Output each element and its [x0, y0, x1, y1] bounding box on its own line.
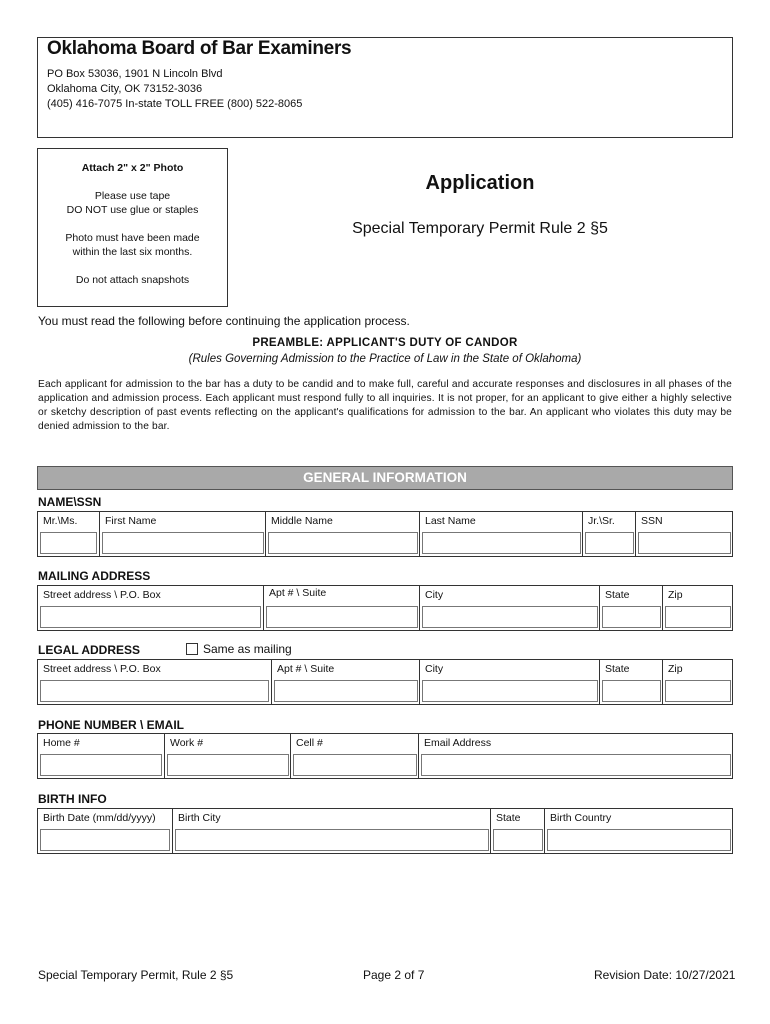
legal-state-input[interactable]: [602, 680, 661, 702]
work-phone-label: Work #: [170, 737, 204, 749]
application-title: Application: [425, 172, 535, 194]
birth-date-label: Birth Date (mm/dd/yyyy): [43, 812, 156, 824]
legal-address-label: LEGAL ADDRESS: [38, 643, 141, 657]
must-read-notice: You must read the following before continuing the application process.: [38, 314, 410, 328]
address-line-1: PO Box 53036, 1901 N Lincoln Blvd: [47, 68, 223, 80]
mailing-zip-input[interactable]: [665, 606, 731, 628]
birth-date-input[interactable]: [40, 829, 170, 851]
prefix-label: Mr.\Ms.: [43, 515, 78, 527]
birth-city-cell: [172, 809, 491, 853]
mailing-city-label: City: [425, 589, 444, 601]
mailing-apt-cell: [263, 586, 420, 630]
same-as-mailing-checkbox[interactable]: [186, 643, 198, 655]
preamble-subheading: (Rules Governing Admission to the Practice of Law in the State of Oklahoma): [188, 353, 582, 365]
mailing-address-row: [37, 585, 733, 631]
legal-address-row: [37, 659, 733, 705]
legal-street-label: Street address \ P.O. Box: [43, 663, 161, 675]
first-name-input[interactable]: [102, 532, 264, 554]
preamble-heading: PREAMBLE: APPLICANT'S DUTY OF CANDOR: [252, 337, 518, 349]
home-phone-cell: [38, 734, 164, 778]
phone-email-row: [37, 733, 733, 779]
mailing-street-cell: [38, 586, 263, 630]
legal-city-input[interactable]: [422, 680, 598, 702]
cell-phone-input[interactable]: [293, 754, 417, 776]
email-input[interactable]: [421, 754, 731, 776]
phone-line: (405) 416-7075 In-state TOLL FREE (800) 522-8065: [47, 98, 303, 110]
same-as-mailing-label: Same as mailing: [203, 642, 292, 656]
ssn-label: SSN: [641, 515, 663, 527]
birth-state-label: State: [496, 812, 521, 824]
candor-paragraph: Each applicant for admission to the bar has a duty to be candid and to make full, careful and accurate responses and disclosures in all phases of the application and admission process. Each applicant must respond fully to all inquiries. It is not proper, for an applicant to give either a highly selective or sketchy description of past events reflecting on the applicant's qualifications for admission to the bar. An applicant who violates this duty may be denied admission to the bar.: [38, 379, 732, 432]
ssn-input[interactable]: [638, 532, 731, 554]
mailing-street-input[interactable]: [40, 606, 261, 628]
photo-title: Attach 2" x 2" Photo: [81, 162, 184, 174]
birth-country-input[interactable]: [547, 829, 731, 851]
cell-phone-label: Cell #: [296, 737, 323, 749]
middle-name-cell: [265, 512, 420, 556]
address-line-2: Oklahoma City, OK 73152-3036: [47, 83, 203, 95]
birth-info-row: [37, 808, 733, 854]
name-ssn-label: NAME\SSN: [38, 495, 102, 509]
work-phone-input[interactable]: [167, 754, 289, 776]
legal-apt-label: Apt # \ Suite: [277, 663, 335, 675]
mailing-city-input[interactable]: [422, 606, 598, 628]
birth-country-label: Birth Country: [550, 812, 612, 824]
photo-instruction-1: Please use tape: [94, 190, 171, 202]
birth-state-cell: [490, 809, 545, 853]
mailing-state-cell: [599, 586, 663, 630]
first-name-label: First Name: [105, 515, 157, 527]
birth-city-label: Birth City: [178, 812, 221, 824]
last-name-input[interactable]: [422, 532, 581, 554]
board-title: Oklahoma Board of Bar Examiners: [47, 38, 352, 59]
phone-email-label: PHONE NUMBER \ EMAIL: [38, 718, 185, 732]
photo-instruction-5: Do not attach snapshots: [75, 274, 190, 286]
footer-form-name: Special Temporary Permit, Rule 2 §5: [38, 968, 234, 982]
photo-attach-box: [37, 148, 228, 307]
home-phone-label: Home #: [43, 737, 80, 749]
last-name-label: Last Name: [425, 515, 476, 527]
legal-street-input[interactable]: [40, 680, 269, 702]
birth-info-label: BIRTH INFO: [38, 792, 107, 806]
legal-apt-cell: [271, 660, 420, 704]
legal-zip-cell: [662, 660, 733, 704]
footer-page-number: Page 2 of 7: [363, 968, 425, 982]
suffix-cell: [582, 512, 636, 556]
general-information-bar: GENERAL INFORMATION: [37, 466, 733, 490]
home-phone-input[interactable]: [40, 754, 162, 776]
legal-street-cell: [38, 660, 271, 704]
cell-phone-cell: [290, 734, 419, 778]
first-name-cell: [99, 512, 266, 556]
middle-name-input[interactable]: [268, 532, 418, 554]
birth-city-input[interactable]: [175, 829, 489, 851]
birth-state-input[interactable]: [493, 829, 543, 851]
photo-instruction-2: DO NOT use glue or staples: [66, 204, 199, 216]
legal-city-cell: [419, 660, 600, 704]
mailing-state-input[interactable]: [602, 606, 661, 628]
last-name-cell: [419, 512, 583, 556]
birth-country-cell: [544, 809, 733, 853]
mailing-street-label: Street address \ P.O. Box: [43, 589, 161, 601]
suffix-label: Jr.\Sr.: [588, 515, 615, 527]
prefix-input[interactable]: [40, 532, 97, 554]
mailing-apt-label: Apt # \ Suite: [269, 587, 327, 599]
mailing-state-label: State: [605, 589, 630, 601]
photo-instruction-4: within the last six months.: [72, 246, 193, 258]
mailing-city-cell: [419, 586, 600, 630]
prefix-cell: [38, 512, 99, 556]
suffix-input[interactable]: [585, 532, 634, 554]
mailing-zip-label: Zip: [668, 589, 683, 601]
email-cell: [418, 734, 733, 778]
name-ssn-row: [37, 511, 733, 557]
work-phone-cell: [164, 734, 291, 778]
legal-apt-input[interactable]: [274, 680, 418, 702]
middle-name-label: Middle Name: [271, 515, 333, 527]
legal-zip-label: Zip: [668, 663, 683, 675]
birth-date-cell: [38, 809, 172, 853]
legal-state-label: State: [605, 663, 630, 675]
application-subtitle: Special Temporary Permit Rule 2 §5: [352, 220, 608, 237]
mailing-apt-input[interactable]: [266, 606, 418, 628]
ssn-cell: [635, 512, 733, 556]
mailing-zip-cell: [662, 586, 733, 630]
email-label: Email Address: [424, 737, 492, 749]
legal-zip-input[interactable]: [665, 680, 731, 702]
mailing-address-label: MAILING ADDRESS: [38, 569, 151, 583]
legal-state-cell: [599, 660, 663, 704]
footer-revision-date: Revision Date: 10/27/2021: [594, 968, 736, 982]
photo-instruction-3: Photo must have been made: [65, 232, 200, 244]
legal-city-label: City: [425, 663, 444, 675]
